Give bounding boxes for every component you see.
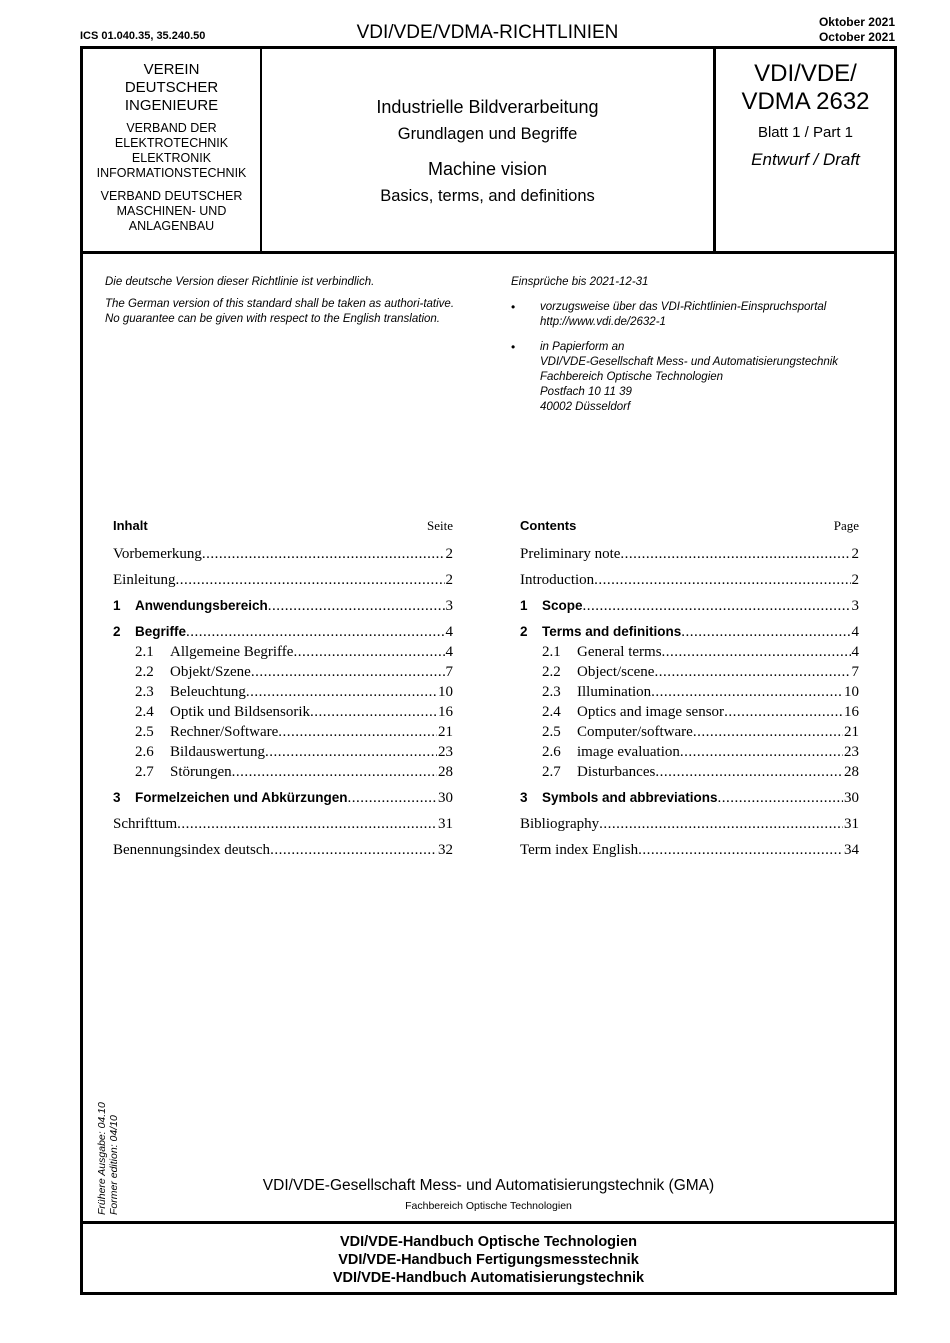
toc-entry[interactable]: 2 Begriffe ..... 4 <box>113 622 453 642</box>
toc-entry[interactable]: 2.2 Object/scene ..... 7 <box>520 662 859 682</box>
issue-date-en: October 2021 <box>818 30 895 44</box>
footer-divider <box>80 1221 897 1224</box>
former-edition: Frühere Ausgabe: 04.10 Former edition: 04/10 <box>96 1102 120 1215</box>
toc-entry[interactable]: Einleitung ..... 2 <box>113 570 453 590</box>
title-de: Industrielle Bildverarbeitung <box>376 97 599 117</box>
document-title <box>262 96 713 207</box>
title-en: Machine vision <box>427 159 548 179</box>
objection-notice <box>511 275 891 415</box>
toc-entry[interactable]: 2 Terms and definitions ..... 4 <box>520 622 859 642</box>
bullet-icon: • <box>511 340 516 354</box>
toc-entry[interactable]: 2.4 Optics and image sensor ..... 16 <box>520 702 859 722</box>
toc-entry[interactable]: 3 Symbols and abbreviations ..... 30 <box>520 788 859 808</box>
toc-heading: Inhalt <box>113 518 148 533</box>
binding-version-notice: Die deutsche Version dieser Richtlinie ist verbindlich. The German version of this standard shall be taken as authori-tative. No guarantee can be given with respect to the English translation. <box>105 276 455 325</box>
toc-entry[interactable]: 2.7 Störungen ..... 28 <box>113 762 453 782</box>
toc-entry[interactable]: Vorbemerkung ..... 2 <box>113 544 453 564</box>
org-vdma: VERBAND DEUTSCHER MASCHINEN- UND ANLAGENBAU <box>100 189 243 233</box>
publisher-organizations <box>83 61 260 234</box>
toc-entry[interactable]: Benennungsindex deutsch ..... 32 <box>113 840 453 860</box>
org-vde: VERBAND DER ELEKTROTECHNIK ELEKTRONIK INFORMATIONSTECHNIK <box>96 121 247 180</box>
document-number: VDI/VDE/ VDMA 2632 Blatt 1 / Part 1 Entwurf / Draft <box>716 60 895 170</box>
toc-entry[interactable]: 2.4 Optik und Bildsensorik ..... 16 <box>113 702 453 722</box>
ics-code: ICS 01.040.35, 35.240.50 <box>80 30 206 42</box>
toc-page-label: Page <box>833 518 859 533</box>
draft-label: Entwurf / Draft <box>751 150 860 169</box>
toc-heading: Contents <box>520 518 577 533</box>
objection-postal: • in Papierform an VDI/VDE-Gesellschaft Mess- und Automatisierungstechnik Fachbereich Optische Technologien Postfach 10 11 39 40002 Düsseldorf <box>511 340 839 413</box>
toc-entry[interactable]: 3 Formelzeichen und Abkürzungen ..... 30 <box>113 788 453 808</box>
objection-portal: • vorzugsweise über das VDI-Richtlinien-Einspruchsportal http://www.vdi.de/2632-1 <box>511 300 827 328</box>
handbook-item: VDI/VDE-Handbuch Fertigungsmesstechnik <box>338 1252 639 1268</box>
org-vdi: VEREIN DEUTSCHER INGENIEURE <box>124 61 219 114</box>
society-name: VDI/VDE-Gesellschaft Mess- und Automatisierungstechnik (GMA) <box>262 1177 715 1194</box>
bullet-icon: • <box>511 300 516 314</box>
issue-date <box>819 15 895 45</box>
toc-entry[interactable]: 2.6 image evaluation ..... 23 <box>520 742 859 762</box>
toc-entry[interactable]: 2.6 Bildauswertung ..... 23 <box>113 742 453 762</box>
objection-deadline: Einsprüche bis 2021-12-31 <box>511 276 649 288</box>
header-divider <box>80 251 897 254</box>
toc-entry[interactable]: 2.1 Allgemeine Begriffe ..... 4 <box>113 642 453 662</box>
toc-entry[interactable]: 2.5 Computer/software ..... 21 <box>520 722 859 742</box>
toc-entry[interactable]: Preliminary note ..... 2 <box>520 544 859 564</box>
issue-date-de: Oktober 2021 <box>818 15 895 29</box>
subtitle-en: Basics, terms, and definitions <box>380 187 595 205</box>
portal-link[interactable]: http://www.vdi.de/2632-1 <box>540 316 666 328</box>
toc-entry[interactable]: Introduction ..... 2 <box>520 570 859 590</box>
toc-entry[interactable]: 1 Scope ..... 3 <box>520 596 859 616</box>
toc-entry[interactable]: 2.3 Beleuchtung ..... 10 <box>113 682 453 702</box>
toc-entry[interactable]: Schrifttum ..... 31 <box>113 814 453 834</box>
toc-entry[interactable]: Term index English ..... 34 <box>520 840 859 860</box>
handbook-item: VDI/VDE-Handbuch Automatisierungstechnik <box>332 1270 645 1286</box>
handbook-item: VDI/VDE-Handbuch Optische Technologien <box>339 1234 637 1250</box>
toc-entry[interactable]: 2.5 Rechner/Software ..... 21 <box>113 722 453 742</box>
toc-entry[interactable]: 2.7 Disturbances ..... 28 <box>520 762 859 782</box>
toc-entry[interactable]: 2.1 General terms ..... 4 <box>520 642 859 662</box>
toc-page-label: Seite <box>427 518 453 533</box>
toc-entry[interactable]: 2.2 Objekt/Szene ..... 7 <box>113 662 453 682</box>
part-number: Blatt 1 / Part 1 <box>757 124 854 141</box>
toc-entry[interactable]: Bibliography ..... 31 <box>520 814 859 834</box>
toc-entry[interactable]: 2.3 Illumination ..... 10 <box>520 682 859 702</box>
guideline-series: VDI/VDE/VDMA-RICHTLINIEN <box>356 22 619 43</box>
subtitle-de: Grundlagen und Begriffe <box>397 125 578 143</box>
handbook-list <box>83 1233 894 1287</box>
division-name: Fachbereich Optische Technologien <box>405 1200 572 1212</box>
toc-entry[interactable]: 1 Anwendungsbereich ..... 3 <box>113 596 453 616</box>
toc-german <box>113 518 453 860</box>
toc-english <box>520 518 859 860</box>
